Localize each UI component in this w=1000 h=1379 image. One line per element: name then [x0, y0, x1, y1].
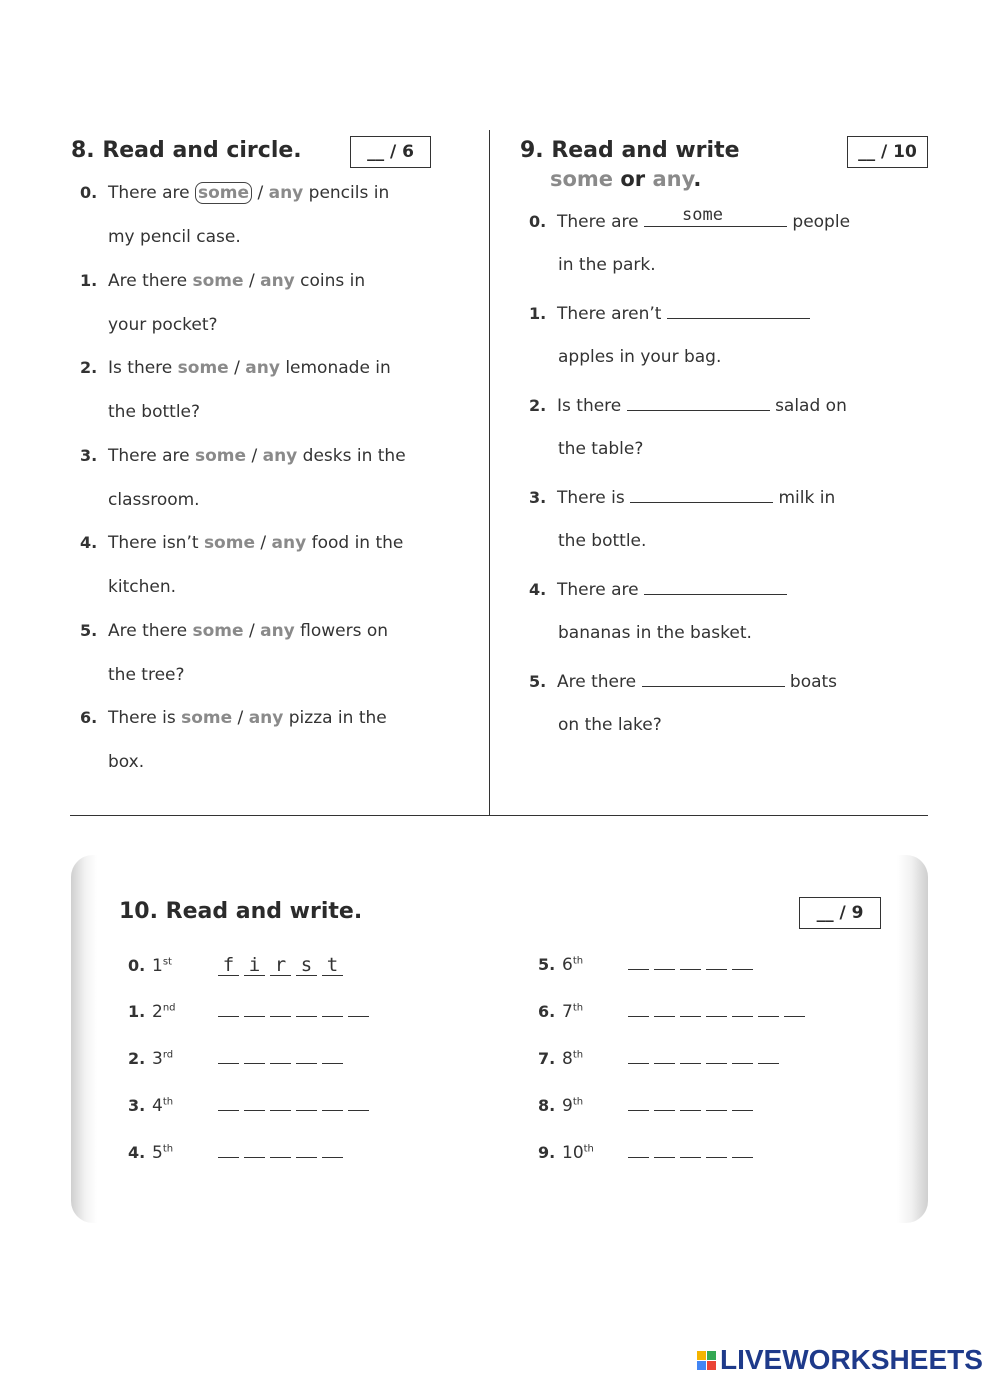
ordinal-suffix: th	[572, 1096, 584, 1108]
item-text: Is there	[557, 396, 622, 416]
letter-blank[interactable]	[628, 1005, 649, 1017]
letter-blank[interactable]	[348, 1005, 369, 1017]
subtitle-any: any	[652, 167, 694, 191]
item-text: There are	[108, 183, 190, 203]
option-some[interactable]: some	[177, 358, 229, 378]
letter-blank[interactable]	[628, 1146, 649, 1158]
section-10-title: 10. Read and write.	[119, 899, 363, 924]
circle-item	[80, 183, 389, 203]
write-item	[529, 303, 810, 324]
item-text: There are	[557, 580, 639, 600]
letter-blank[interactable]	[218, 1005, 239, 1017]
ordinal-digit: 2	[152, 1002, 163, 1022]
ordinal-suffix: nd	[162, 1002, 176, 1014]
letter-blank[interactable]	[654, 958, 675, 970]
ordinal-suffix: th	[572, 1002, 584, 1014]
ordinal-number	[152, 1143, 218, 1163]
letter-blank[interactable]	[296, 1052, 317, 1064]
ordinal-item	[538, 955, 758, 975]
option-any[interactable]: any	[245, 358, 280, 378]
letter-blank[interactable]	[296, 1099, 317, 1111]
handwritten-answer: some	[682, 205, 723, 225]
section-9-title: 9. Read and write	[520, 138, 740, 163]
item-number: 1.	[128, 1002, 146, 1021]
letter-blank[interactable]	[628, 1099, 649, 1111]
letter-blank[interactable]	[628, 958, 649, 970]
column-divider	[489, 130, 490, 816]
write-item	[529, 671, 837, 692]
letter-blank[interactable]	[732, 1146, 753, 1158]
item-text: desks in the	[302, 445, 406, 466]
item-line-2: my pencil case.	[108, 227, 241, 247]
item-text: There is	[108, 708, 176, 728]
ordinal-item	[538, 1049, 784, 1069]
option-separator: /	[260, 533, 267, 553]
letter-blank[interactable]	[680, 1146, 701, 1158]
liveworksheets-logo	[697, 1344, 983, 1376]
ordinal-suffix: th	[572, 955, 584, 967]
circle-item	[80, 621, 388, 641]
item-line-2: kitchen.	[108, 577, 176, 597]
option-separator: /	[234, 358, 240, 378]
letter-blank[interactable]	[680, 1052, 701, 1064]
item-number: 2.	[128, 1049, 146, 1068]
letter-blank[interactable]	[348, 1099, 369, 1111]
letter-blank[interactable]	[706, 958, 727, 970]
item-text: Are there	[557, 672, 637, 692]
answer-blank[interactable]	[644, 579, 787, 595]
ordinal-digit: 9	[562, 1096, 573, 1116]
option-separator: /	[248, 270, 255, 291]
option-separator: /	[237, 708, 244, 728]
letter-blank[interactable]	[296, 1146, 317, 1158]
option-any[interactable]: any	[271, 533, 307, 553]
item-number: 1.	[80, 270, 98, 290]
item-number: 9.	[538, 1143, 556, 1162]
ordinal-number	[562, 1096, 628, 1116]
circle-item	[80, 358, 391, 378]
ordinal-item	[538, 1002, 810, 1022]
item-text: lemonade in	[285, 358, 391, 378]
option-some[interactable]: some	[203, 533, 255, 553]
subtitle-some: some	[550, 167, 614, 191]
section-divider	[70, 815, 928, 816]
ordinal-suffix: rd	[162, 1049, 174, 1061]
answer-blank[interactable]	[630, 487, 773, 503]
letter-blank[interactable]	[654, 1052, 675, 1064]
item-line-2: in the park.	[558, 255, 656, 275]
item-number: 0.	[80, 183, 98, 202]
item-number: 8.	[538, 1096, 556, 1115]
letter-blanks[interactable]	[628, 955, 758, 975]
letter-blank[interactable]	[218, 1052, 239, 1064]
item-line-2: your pocket?	[108, 314, 218, 335]
item-text: There is	[557, 488, 625, 508]
item-number: 4.	[128, 1143, 146, 1162]
item-number: 6.	[80, 708, 98, 727]
letter-blanks[interactable]	[628, 1049, 784, 1069]
item-number: 7.	[538, 1049, 556, 1068]
ordinal-item	[128, 1049, 348, 1069]
item-number: 3.	[80, 445, 98, 465]
handwritten-letter: f	[218, 955, 239, 976]
item-line-2: on the lake?	[558, 715, 662, 735]
item-number: 4.	[529, 580, 547, 599]
letter-blank[interactable]	[706, 1005, 727, 1017]
ordinal-suffix: th	[572, 1049, 584, 1061]
ordinal-item	[538, 1096, 758, 1116]
ordinal-item	[538, 1143, 758, 1163]
ordinal-digit: 3	[152, 1049, 163, 1069]
section-9-subtitle	[550, 167, 701, 191]
answer-blank[interactable]	[627, 395, 770, 411]
item-number: 0.	[529, 212, 547, 231]
answer-blank[interactable]	[667, 303, 810, 319]
letter-blank[interactable]	[680, 958, 701, 970]
ordinal-suffix: th	[162, 1096, 174, 1108]
item-text: boats	[789, 672, 838, 692]
item-line-2: classroom.	[108, 489, 200, 510]
letter-blank[interactable]	[322, 1005, 343, 1017]
answer-blank[interactable]	[642, 671, 785, 687]
option-separator: /	[257, 183, 264, 203]
letter-blanks[interactable]	[218, 1002, 374, 1022]
write-item	[529, 579, 787, 600]
option-separator: /	[251, 445, 258, 466]
letter-blank[interactable]	[680, 1099, 701, 1111]
ordinal-number	[152, 956, 218, 976]
letter-blank[interactable]	[706, 1052, 727, 1064]
item-text: pencils in	[308, 183, 390, 203]
option-some[interactable]: some	[181, 708, 233, 728]
circle-item	[80, 708, 387, 728]
subtitle-or: or	[620, 167, 646, 191]
ordinal-digit: 7	[562, 1002, 573, 1022]
circle-item	[80, 533, 403, 553]
item-text: Are there	[108, 620, 188, 641]
option-any[interactable]: any	[262, 445, 298, 466]
handwritten-letter: s	[296, 955, 317, 976]
letter-blank[interactable]	[322, 1099, 343, 1111]
ordinal-item	[128, 1096, 374, 1116]
letter-blanks[interactable]	[218, 1096, 374, 1116]
option-some[interactable]: some	[192, 620, 244, 641]
item-text: Is there	[108, 358, 173, 378]
ordinal-number	[152, 1096, 218, 1116]
item-text: people	[792, 212, 851, 232]
item-line-2: the bottle?	[108, 402, 201, 422]
item-number: 3.	[529, 488, 547, 507]
item-number: 5.	[529, 672, 547, 691]
option-separator: /	[248, 620, 255, 641]
letter-blank[interactable]	[296, 1005, 317, 1017]
write-item	[529, 487, 835, 508]
logo-icon	[697, 1351, 716, 1370]
item-text: Are there	[108, 270, 188, 291]
ordinal-item	[128, 1143, 348, 1163]
write-item	[529, 395, 847, 416]
letter-blank[interactable]	[732, 1005, 753, 1017]
option-any[interactable]: any	[260, 270, 295, 291]
letter-blank[interactable]	[270, 1099, 291, 1111]
option-some[interactable]: some	[195, 445, 247, 466]
ordinal-digit: 1	[152, 956, 163, 976]
letter-blank[interactable]	[218, 1146, 239, 1158]
letter-blank[interactable]	[244, 1099, 265, 1111]
item-number: 2.	[529, 396, 547, 415]
ordinal-item	[128, 955, 348, 976]
item-number: 5.	[538, 955, 556, 974]
letter-blank[interactable]	[628, 1052, 649, 1064]
letter-blank[interactable]	[322, 1052, 343, 1064]
circle-item	[80, 446, 406, 466]
logo-text: LIVEWORKSHEETS	[720, 1344, 983, 1375]
section-8-score-box: __ / 6	[350, 136, 431, 168]
ordinal-suffix: st	[162, 956, 172, 968]
letter-blank[interactable]	[654, 1146, 675, 1158]
handwritten-letter: t	[322, 955, 343, 976]
letter-blank[interactable]	[732, 1052, 753, 1064]
letter-blank[interactable]	[244, 1052, 265, 1064]
item-line-2: the tree?	[108, 664, 185, 685]
ordinal-number	[152, 1002, 218, 1022]
letter-blanks[interactable]	[218, 956, 348, 976]
ordinal-number	[562, 1002, 628, 1022]
letter-blank[interactable]	[758, 1005, 779, 1017]
item-text: salad on	[775, 396, 847, 416]
letter-blank[interactable]	[218, 1099, 239, 1111]
letter-blank[interactable]	[732, 958, 753, 970]
item-text: There aren’t	[557, 304, 662, 324]
item-text: flowers on	[300, 620, 389, 641]
item-number: 1.	[529, 304, 547, 323]
item-line-2: the bottle.	[558, 531, 647, 551]
letter-blank[interactable]	[706, 1099, 727, 1111]
item-number: 2.	[80, 358, 98, 377]
option-some[interactable]: some	[192, 270, 244, 291]
option-some[interactable]: some	[195, 182, 252, 204]
item-number: 6.	[538, 1002, 556, 1021]
item-line-2: the table?	[558, 439, 644, 459]
item-text: coins in	[300, 270, 366, 291]
item-text: There are	[557, 212, 639, 232]
letter-blank[interactable]	[784, 1005, 805, 1017]
option-any[interactable]: any	[260, 620, 295, 641]
letter-blank[interactable]	[706, 1146, 727, 1158]
item-text: milk in	[778, 488, 836, 508]
letter-blank[interactable]	[322, 1146, 343, 1158]
section-9-score-box: __ / 10	[847, 136, 928, 168]
letter-blank[interactable]	[244, 1146, 265, 1158]
section-8-title: 8. Read and circle.	[71, 138, 302, 163]
letter-blank[interactable]	[270, 1146, 291, 1158]
letter-blank[interactable]	[758, 1052, 779, 1064]
handwritten-letter: i	[244, 955, 265, 976]
letter-blanks[interactable]	[628, 1096, 758, 1116]
letter-blank[interactable]	[654, 1005, 675, 1017]
write-item	[529, 205, 851, 232]
ordinal-number	[562, 955, 628, 975]
answer-blank[interactable]	[644, 205, 787, 227]
ordinal-suffix: th	[162, 1143, 174, 1155]
ordinal-item	[128, 1002, 374, 1022]
letter-blank[interactable]	[270, 1052, 291, 1064]
letter-blanks[interactable]	[218, 1049, 348, 1069]
letter-blank[interactable]	[654, 1099, 675, 1111]
item-number: 5.	[80, 620, 98, 640]
ordinal-digit: 4	[152, 1096, 163, 1116]
ordinal-digit: 6	[562, 955, 573, 975]
item-number: 3.	[128, 1096, 146, 1115]
item-text: There isn’t	[108, 533, 199, 553]
ordinal-number	[562, 1049, 628, 1069]
circle-item	[80, 271, 365, 291]
letter-blank[interactable]	[732, 1099, 753, 1111]
item-text: There are	[108, 445, 190, 466]
letter-blanks[interactable]	[218, 1143, 348, 1163]
ordinal-suffix: th	[583, 1143, 594, 1155]
section-10-score-box: __ / 9	[799, 897, 881, 929]
item-number: 4.	[80, 533, 98, 552]
handwritten-letter: r	[270, 955, 291, 976]
letter-blank[interactable]	[244, 1005, 265, 1017]
option-any[interactable]: any	[268, 183, 304, 203]
item-number: 0.	[128, 956, 146, 975]
letter-blank[interactable]	[680, 1005, 701, 1017]
ordinal-digit: 5	[152, 1143, 163, 1163]
ordinal-digit: 10	[562, 1143, 584, 1163]
letter-blanks[interactable]	[628, 1002, 810, 1022]
letter-blank[interactable]	[270, 1005, 291, 1017]
item-line-2: box.	[108, 752, 145, 772]
option-any[interactable]: any	[248, 708, 284, 728]
ordinal-digit: 8	[562, 1049, 573, 1069]
letter-blanks[interactable]	[628, 1143, 758, 1163]
subtitle-dot: .	[693, 167, 702, 191]
item-line-2: apples in your bag.	[558, 347, 722, 367]
item-text: food in the	[311, 533, 404, 553]
ordinal-number	[562, 1143, 628, 1163]
item-text: pizza in the	[288, 708, 387, 728]
item-line-2: bananas in the basket.	[558, 623, 752, 643]
ordinal-number	[152, 1049, 218, 1069]
